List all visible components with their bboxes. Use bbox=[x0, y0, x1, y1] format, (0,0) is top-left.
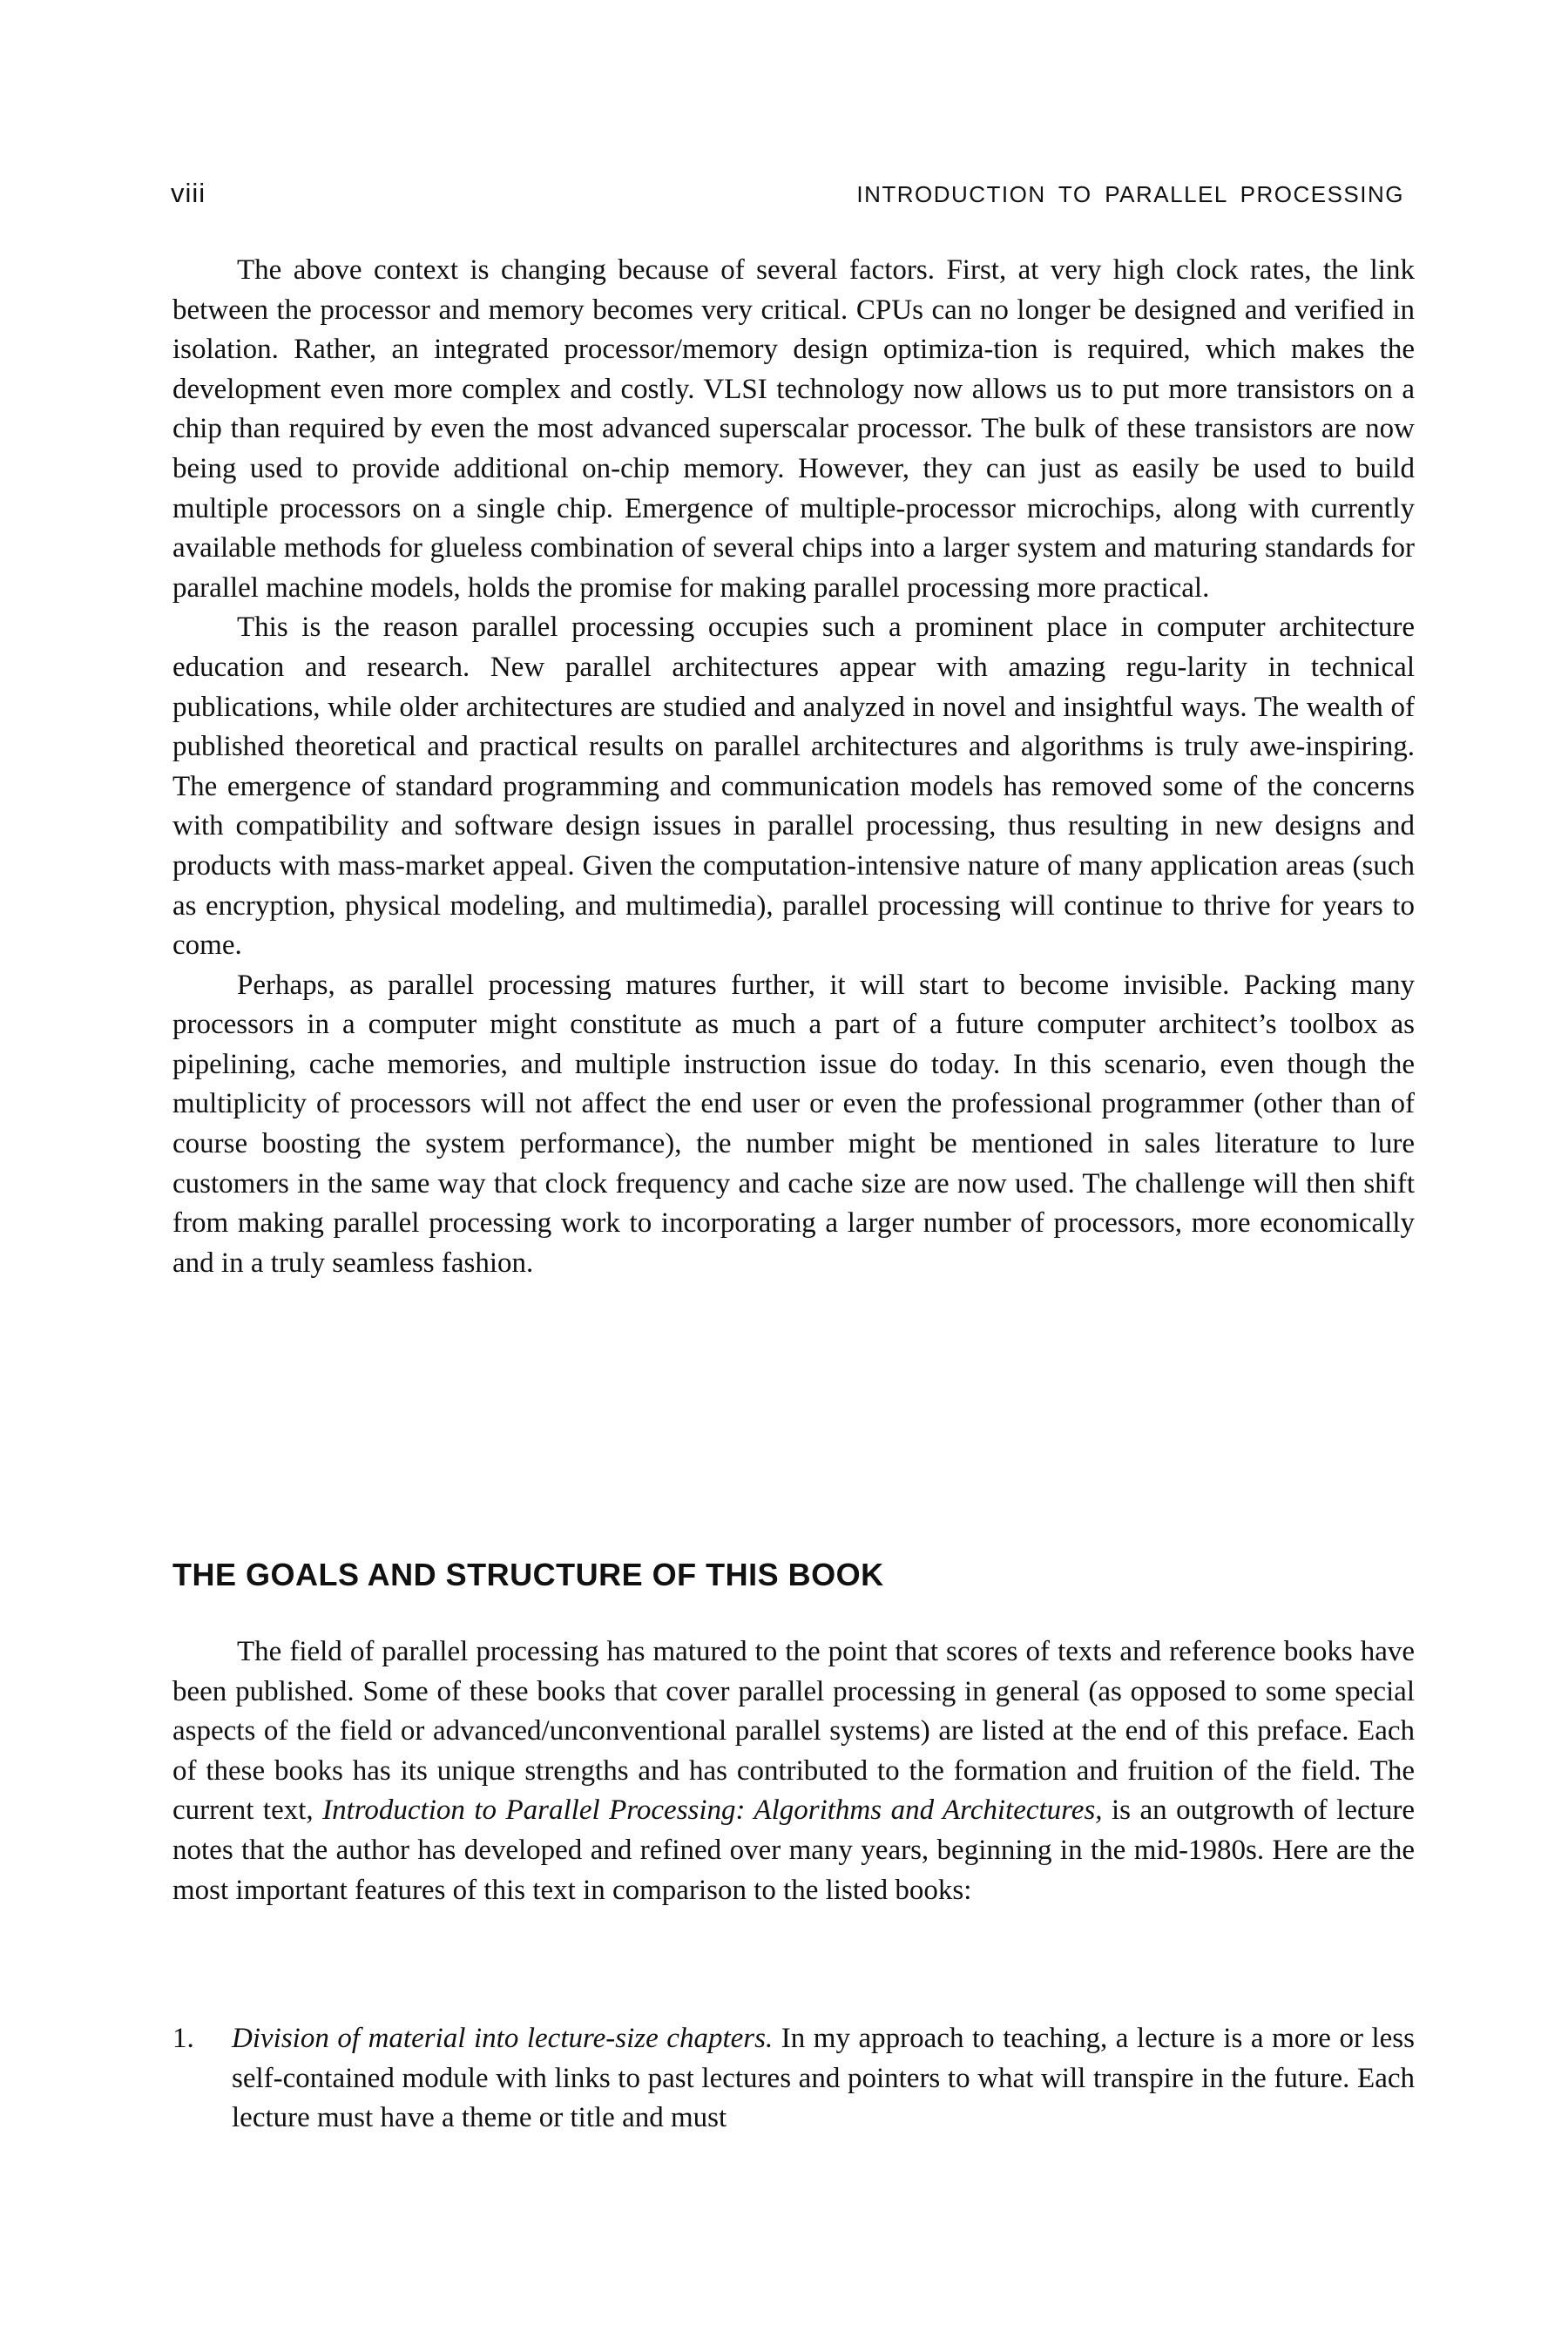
book-title: Introduction to Parallel Processing: Algorithms and Architectures, bbox=[322, 1794, 1103, 1827]
paragraph-goals-intro bbox=[172, 1632, 1415, 1910]
paragraph-invisible-future: Perhaps, as parallel processing matures further, it will start to become invisible. Packing many processors in a computer might constitute as much a part of a future computer architect’s toolbox as pipelining, cache memories, and multiple instruction issue do today. In this scenario, even though the multiplicity of processors will not affect the end user or even the professional programmer (other than of course boosting the system performance), the number might be mentioned in sales literature to lure customers in the same way that clock frequency and cache size are now used. The challenge will then shift from making parallel processing work to incorporating a larger number of processors, more economically and in a truly seamless fashion. bbox=[172, 969, 1415, 1279]
intro-text-after: is an outgrowth of lecture notes that the author has developed and refined over many years, beginning in the mid-1980s. Here are the most important features of this text in comparison to the listed books: bbox=[172, 1794, 1415, 1906]
section-heading: THE GOALS AND STRUCTURE OF THIS BOOK bbox=[172, 1557, 884, 1592]
intro-text-before: The field of parallel processing has matured to the point that scores of texts and reference books have been published. Some of these books that cover parallel processing in general (as opposed to some special aspects of the field or advanced/unconventional parallel systems) are listed at the end of this preface. Each of these books has its unique strengths and has contributed to the formation and fruition of the field. The current text, bbox=[172, 1636, 1415, 1827]
running-head: INTRODUCTION TO PARALLEL PROCESSING bbox=[856, 181, 1404, 207]
list-item-text: In my approach to teaching, a lecture is a more or less self-contained module with links to past lectures and pointers to what will transpire in the future. Each lecture must have a theme or title and must bbox=[232, 2023, 1415, 2134]
list-item-title: Division of material into lecture-size chapters. bbox=[232, 2023, 774, 2054]
list-item-number: 1. bbox=[172, 2023, 194, 2054]
paragraph-parallel-prominence: This is the reason parallel processing occupies such a prominent place in computer architecture education and research. New parallel architectures appear with amazing regu-larity in technical publications, while older architectures are studied and analyzed in novel and insightful ways. The wealth of published theoretical and practical results on parallel architectures and algorithms is truly awe-inspiring. The emergence of standard programming and communication models has removed some of the concerns with compatibility and software design issues in parallel processing, thus resulting in new designs and products with mass-market appeal. Given the computation-intensive nature of many application areas (such as encryption, physical modeling, and multimedia), parallel processing will continue to thrive for years to come. bbox=[172, 612, 1415, 962]
paragraph-context-changing: The above context is changing because of several factors. First, at very high clock rates, the link between the processor and memory becomes very critical. CPUs can no longer be designed and verified in isolation. Rather, an integrated processor/memory design optimiza-tion is required, which makes the development even more complex and costly. VLSI technology now allows us to put more transistors on a chip than required by even the most advanced superscalar processor. The bulk of these transistors are now being used to provide additional on-chip memory. However, they can just as easily be used to build multiple processors on a single chip. Emergence of multiple-processor microchips, along with currently available methods for glueless combination of several chips into a larger system and maturing standards for parallel machine models, holds the promise for making parallel processing more practical. bbox=[172, 254, 1415, 604]
section-body bbox=[172, 1632, 1415, 1910]
list-item bbox=[172, 2019, 1415, 2139]
feature-list bbox=[172, 2019, 1415, 2139]
preface-body bbox=[172, 251, 1415, 1283]
page-number: viii bbox=[171, 178, 206, 208]
